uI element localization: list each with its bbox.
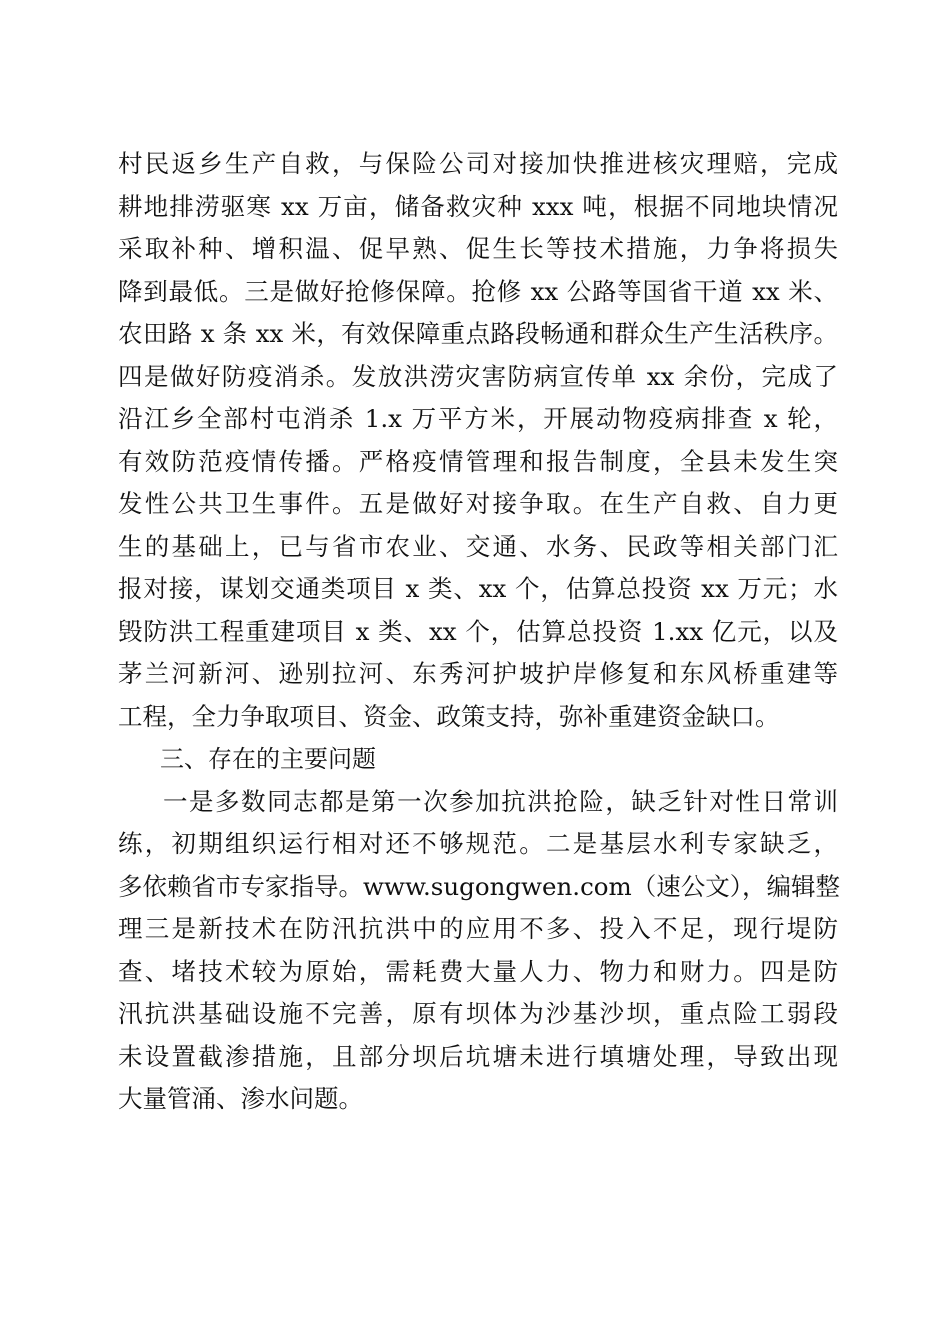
text-line: 一是多数同志都是第一次参加抗洪抢险，缺乏针对性日常训 [163,786,838,816]
text-line: 报对接，谋划交通类项目 x 类、xx 个，估算总投资 xx 万元；水 [118,574,838,603]
document-body [118,143,841,1121]
section-heading: 三、存在的主要问题 [160,745,376,773]
text-line: 汛抗洪基础设施不完善，原有坝体为沙基沙坝，重点险工弱段 [118,999,838,1028]
text-line: 查、堵技术较为原始，需耗费大量人力、物力和财力。四是防 [118,956,838,986]
text-line: 多依赖省市专家指导。www.sugongwen.com（速公文），编辑整 [118,871,841,901]
text-line: 农田路 x 条 xx 米，有效保障重点路段畅通和群众生产生活秩序。 [118,319,838,348]
text-line: 工程，全力争取项目、资金、政策支持，弥补重建资金缺口。 [118,701,780,731]
text-line: 四是做好防疫消杀。发放洪涝灾害防病宣传单 xx 余份，完成了 [118,361,838,391]
text-line: 耕地排涝驱寒 xx 万亩，储备救灾种 xxx 吨，根据不同地块情况 [118,191,838,221]
text-line: 沿江乡全部村屯消杀 1.x 万平方米，开展动物疫病排查 x 轮， [118,404,838,433]
text-line: 村民返乡生产自救，与保险公司对接加快推进核灾理赔，完成 [118,149,838,178]
text-line: 发性公共卫生事件。五是做好对接争取。在生产自救、自力更 [118,489,838,518]
text-line: 未设置截渗措施，且部分坝后坑塘未进行填塘处理，导致出现 [118,1041,838,1071]
text-line: 采取补种、增积温、促早熟、促生长等技术措施，力争将损失 [118,234,838,263]
text-line: 大量管涌、渗水问题。 [118,1084,363,1113]
text-line: 练，初期组织运行相对还不够规范。二是基层水利专家缺乏， [118,829,838,858]
text-line: 毁防洪工程重建项目 x 类、xx 个，估算总投资 1.xx 亿元，以及 [118,616,838,646]
paragraph-flood-recovery [118,143,838,738]
text-line: 降到最低。三是做好抢修保障。抢修 xx 公路等国省干道 xx 米、 [118,276,838,306]
text-line: 生的基础上，已与省市农业、交通、水务、民政等相关部门汇 [118,531,838,561]
paragraph-main-problems [118,781,841,1121]
text-line: 理三是新技术在防汛抗洪中的应用不多、投入不足，现行堤防 [118,914,838,943]
text-line: 茅兰河新河、逊别拉河、东秀河护坡护岸修复和东风桥重建等 [118,659,838,688]
text-line: 有效防范疫情传播。严格疫情管理和报告制度，全县未发生突 [118,446,838,476]
